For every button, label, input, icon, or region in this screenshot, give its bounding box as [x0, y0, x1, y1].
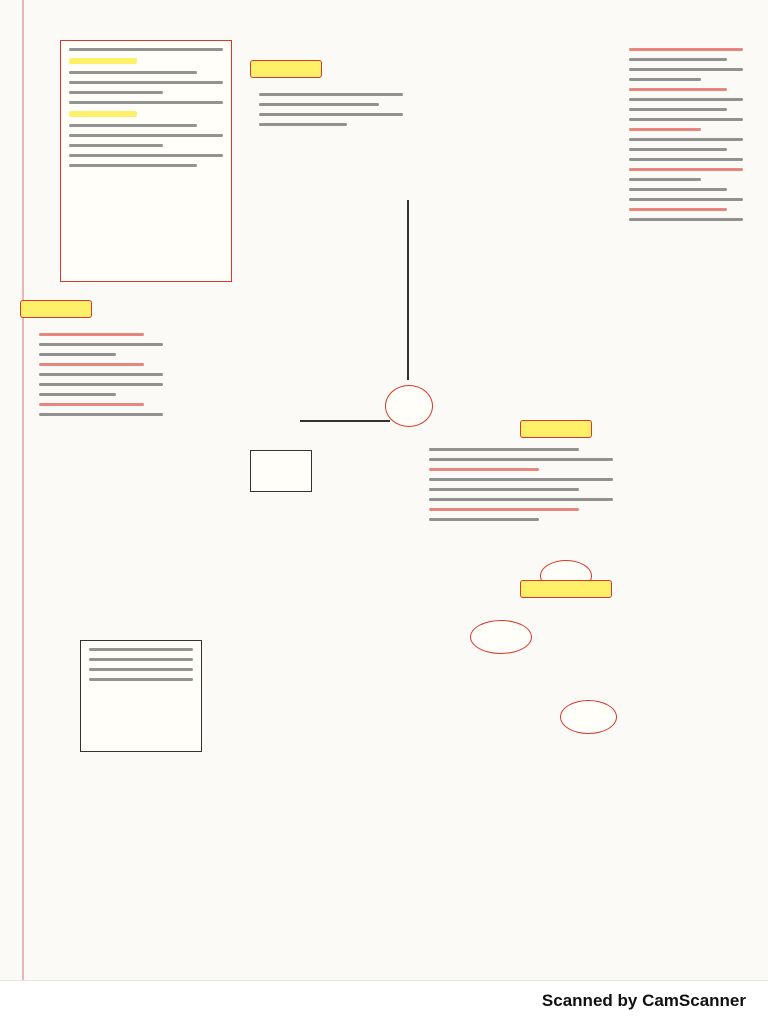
flow-arrow	[300, 420, 390, 422]
scanner-footer	[0, 985, 768, 1024]
mechanism-block	[420, 440, 622, 702]
risk-circle	[385, 385, 433, 427]
criteria-block	[30, 325, 172, 627]
section-header	[520, 580, 612, 598]
symptom-circle	[470, 620, 532, 654]
margin-rule	[22, 0, 24, 980]
symptom-circle	[560, 700, 617, 734]
values-table	[80, 640, 202, 752]
section-header	[20, 300, 92, 318]
case-box	[60, 40, 232, 282]
scanner-label: Scanned by CamScanner	[541, 991, 746, 1010]
treatment-block	[620, 40, 752, 942]
flow-arrow	[407, 200, 409, 380]
section-header	[520, 420, 592, 438]
definition-block	[250, 85, 412, 207]
insulin-box	[250, 450, 312, 492]
section-header	[250, 60, 322, 78]
